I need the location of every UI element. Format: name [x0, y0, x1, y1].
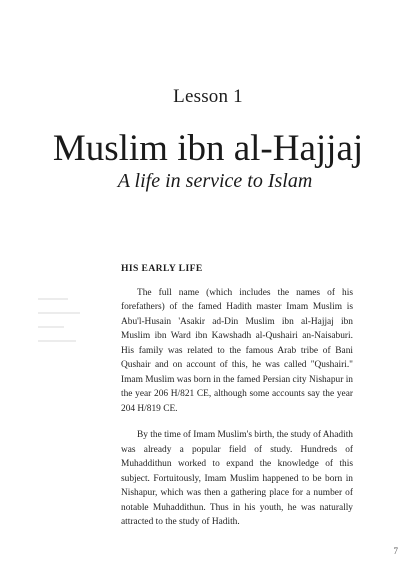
body-paragraph: The full name (which includes the names of his forefathers) of the famed Hadith master Imam Muslim is Abu'l-Husain 'Asakir ad-Din Muslim ibn al-Hajjaj ibn Muslim ibn Ward ibn Kawshadh al-Qushairi an-Naisaburi. His family was related to the famous Arab tribe of Bani Qushair and on account of this, he was called "Qushairi." Imam Muslim was born in the famed Persian city Nishapur in the year 206 H/821 CE, although some accounts say the year 204 H/819 CE.	[121, 287, 353, 414]
margin-bleed-mark	[38, 340, 76, 342]
body-paragraph: By the time of Imam Muslim's birth, the study of Ahadith was already a popular field of study. Hundreds of Muhaddithun worked to expand the knowledge of this subject. Fortuitously, Imam Muslim happened to be born in Nishapur, which was then a gathering place for a number of notable Muhaddithun. Thus in his youth, he was naturally attracted to the study of Hadith.	[121, 430, 353, 527]
section-heading: HIS EARLY LIFE	[121, 263, 203, 274]
margin-bleed-mark	[38, 326, 64, 328]
chapter-subtitle: A life in service to Islam	[117, 170, 313, 192]
margin-bleed-mark	[38, 298, 68, 300]
lesson-label: Lesson 1	[173, 86, 243, 107]
page-number: 7	[393, 546, 398, 556]
early-life-section	[121, 262, 353, 542]
chapter-title: Muslim ibn al-Hajjaj	[52, 128, 364, 169]
margin-bleed-mark	[38, 312, 80, 314]
